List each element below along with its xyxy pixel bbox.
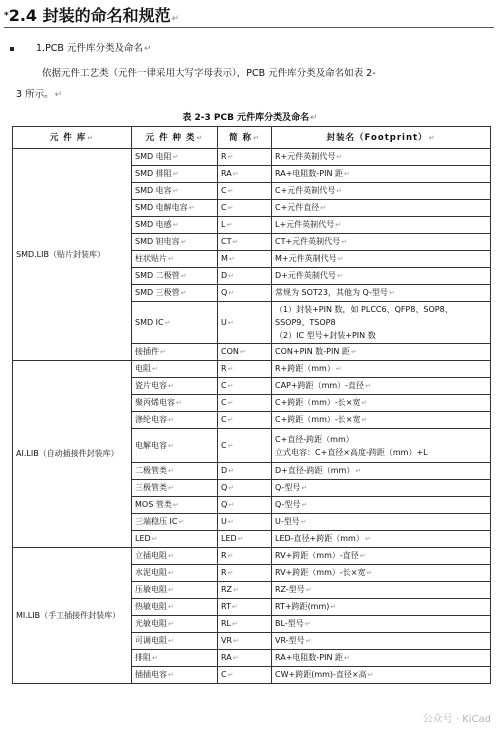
component-type-cell: 光敏电阻↵ — [132, 616, 218, 633]
abbreviation-cell: U↵ — [218, 302, 272, 344]
abbreviation-cell: C↵ — [218, 667, 272, 684]
component-type-cell: SMD IC↵ — [132, 302, 218, 344]
component-type-cell: 三端稳压 IC↵ — [132, 514, 218, 531]
component-type-cell: 涤纶电容↵ — [132, 412, 218, 429]
abbreviation-cell: CT↵ — [218, 234, 272, 251]
component-type-cell: 三极管类↵ — [132, 480, 218, 497]
footprint-cell: CW+跨距(mm)-直径×高↵ — [272, 667, 491, 684]
footprint-cell: D+元件英制代号↵ — [272, 268, 491, 285]
footprint-cell: 常规为 SOT23，其他为 Q-型号↵ — [272, 285, 491, 302]
footprint-cell: C+元件英制代号↵ — [272, 183, 491, 200]
component-type-cell: 压敏电阻↵ — [132, 582, 218, 599]
abbreviation-cell: C↵ — [218, 412, 272, 429]
component-type-cell: 电阻↵ — [132, 361, 218, 378]
abbreviation-cell: C↵ — [218, 200, 272, 217]
footprint-cell: C+跨距（mm）-长×宽↵ — [272, 395, 491, 412]
abbreviation-cell: C↵ — [218, 378, 272, 395]
abbreviation-cell: L↵ — [218, 217, 272, 234]
footprint-cell: RV+跨距（mm）-长×宽↵ — [272, 565, 491, 582]
footprint-cell: RV+跨距（mm）-直径↵ — [272, 548, 491, 565]
footprint-cell: M+元件英制代号↵ — [272, 251, 491, 268]
footprint-cell: RA+电阻数-PIN 距↵ — [272, 650, 491, 667]
component-type-cell: SMD 电感↵ — [132, 217, 218, 234]
library-cell: AI.LIB（自动插接件封装库） — [13, 361, 132, 548]
abbreviation-cell: R↵ — [218, 548, 272, 565]
pcb-library-table — [12, 126, 491, 684]
return-mark-icon: ↵ — [143, 44, 152, 54]
abbreviation-cell: R↵ — [218, 565, 272, 582]
footprint-cell: R+元件英制代号↵ — [272, 149, 491, 166]
return-mark-icon: ↵ — [171, 14, 180, 24]
paragraph-line-1: 依据元件工艺类（元件一律采用大写字母表示），PCB 元件库分类及命名如表 2- — [42, 68, 376, 79]
library-cell: MI.LIB（手工插接件封装库） — [13, 548, 132, 684]
footprint-cell: VR-型号↵ — [272, 633, 491, 650]
abbreviation-cell: U↵ — [218, 514, 272, 531]
footprint-cell: RT+跨距(mm)↵ — [272, 599, 491, 616]
footprint-cell: R+跨距（mm）↵ — [272, 361, 491, 378]
section-title: 封装的命名和规范 — [42, 6, 171, 25]
component-type-cell: 立插电阻↵ — [132, 548, 218, 565]
component-type-cell: 排阻↵ — [132, 650, 218, 667]
footprint-cell: U-型号↵ — [272, 514, 491, 531]
footprint-cell: RA+电阻数-PIN 距↵ — [272, 166, 491, 183]
section-number: 2.4 — [8, 6, 38, 25]
component-type-cell: SMD 三极管↵ — [132, 285, 218, 302]
header-footprint: 封装名（Footprint）↵ — [272, 127, 491, 149]
component-type-cell: SMD 电解电容↵ — [132, 200, 218, 217]
abbreviation-cell: D↵ — [218, 463, 272, 480]
component-type-cell: LED↵ — [132, 531, 218, 548]
abbreviation-cell: M↵ — [218, 251, 272, 268]
component-type-cell: 接插件↵ — [132, 344, 218, 361]
heading-mark: * — [4, 11, 9, 21]
component-type-cell: 二极管类↵ — [132, 463, 218, 480]
abbreviation-cell: R↵ — [218, 149, 272, 166]
footprint-cell: LED-直径+跨距（mm）↵ — [272, 531, 491, 548]
component-type-cell: 插插电容↵ — [132, 667, 218, 684]
component-type-cell: SMD 电阻↵ — [132, 149, 218, 166]
abbreviation-cell: RA↵ — [218, 166, 272, 183]
footprint-cell: Q-型号↵ — [272, 497, 491, 514]
component-type-cell: MOS 管类↵ — [132, 497, 218, 514]
abbreviation-cell: RZ↵ — [218, 582, 272, 599]
abbreviation-cell: LED↵ — [218, 531, 272, 548]
footprint-cell: CAP+跨距（mm）-直径↵ — [272, 378, 491, 395]
abbreviation-cell: D↵ — [218, 268, 272, 285]
footprint-cell: D+直径-跨距（mm）↵ — [272, 463, 491, 480]
bullet-icon — [10, 47, 14, 51]
footprint-cell: C+元件直径↵ — [272, 200, 491, 217]
component-type-cell: 可调电阻↵ — [132, 633, 218, 650]
table-body — [13, 149, 491, 684]
subheading — [10, 42, 152, 56]
header-library: 元 件 库↵ — [13, 127, 132, 149]
component-type-cell: 水泥电阻↵ — [132, 565, 218, 582]
abbreviation-cell: C↵ — [218, 183, 272, 200]
return-mark-icon: ↵ — [310, 113, 318, 123]
component-type-cell: 热敏电阻↵ — [132, 599, 218, 616]
abbreviation-cell: R↵ — [218, 361, 272, 378]
abbreviation-cell: Q↵ — [218, 497, 272, 514]
footprint-cell: CT+元件英制代号↵ — [272, 234, 491, 251]
footprint-cell: （1）封装+PIN 数，如 PLCC6、QFP8、SOP8、SSOP9、TSOP8 （2）IC 型号+封装+PIN 数 — [272, 302, 491, 344]
component-type-cell: SMD 电容↵ — [132, 183, 218, 200]
table-row — [13, 548, 491, 565]
component-type-cell: 聚丙烯电容↵ — [132, 395, 218, 412]
table-row — [13, 149, 491, 166]
component-type-cell: 电解电容↵ — [132, 429, 218, 463]
component-type-cell: 瓷片电容↵ — [132, 378, 218, 395]
abbreviation-cell: CON↵ — [218, 344, 272, 361]
component-type-cell: SMD 排阻↵ — [132, 166, 218, 183]
component-type-cell: SMD 钽电容↵ — [132, 234, 218, 251]
header-abbr: 简 称↵ — [218, 127, 272, 149]
table-caption: 表 2-3 PCB 元件库分类及命名↵ — [182, 113, 318, 123]
component-type-cell: 柱状贴片↵ — [132, 251, 218, 268]
header-type: 元 件 种 类↵ — [132, 127, 218, 149]
abbreviation-cell: RT↵ — [218, 599, 272, 616]
watermark: 公众号 · KiCad — [420, 709, 494, 726]
abbreviation-cell: VR↵ — [218, 633, 272, 650]
footprint-cell: C+跨距（mm）-长×宽↵ — [272, 412, 491, 429]
footprint-cell: CON+PIN 数-PIN 距↵ — [272, 344, 491, 361]
section-heading — [4, 4, 494, 28]
footprint-cell: BL-型号↵ — [272, 616, 491, 633]
table-row — [13, 361, 491, 378]
table-header-row — [13, 127, 491, 149]
library-cell: SMD.LIB（贴片封装库） — [13, 149, 132, 361]
abbreviation-cell: RA↵ — [218, 650, 272, 667]
abbreviation-cell: Q↵ — [218, 480, 272, 497]
abbreviation-cell: C↵ — [218, 429, 272, 463]
footprint-cell: Q-型号↵ — [272, 480, 491, 497]
footprint-cell: RZ-型号↵ — [272, 582, 491, 599]
footprint-cell: L+元件英制代号↵ — [272, 217, 491, 234]
paragraph-line-2: 3 所示。↵ — [16, 89, 63, 100]
subheading-text: 1.PCB 元件库分类及命名 — [36, 43, 143, 54]
abbreviation-cell: C↵ — [218, 395, 272, 412]
footprint-cell: C+直径-跨距（mm） 立式电容：C+直径×高度-跨距（mm）+L — [272, 429, 491, 463]
component-type-cell: SMD 二极管↵ — [132, 268, 218, 285]
abbreviation-cell: RL↵ — [218, 616, 272, 633]
return-mark-icon: ↵ — [54, 90, 63, 100]
abbreviation-cell: Q↵ — [218, 285, 272, 302]
